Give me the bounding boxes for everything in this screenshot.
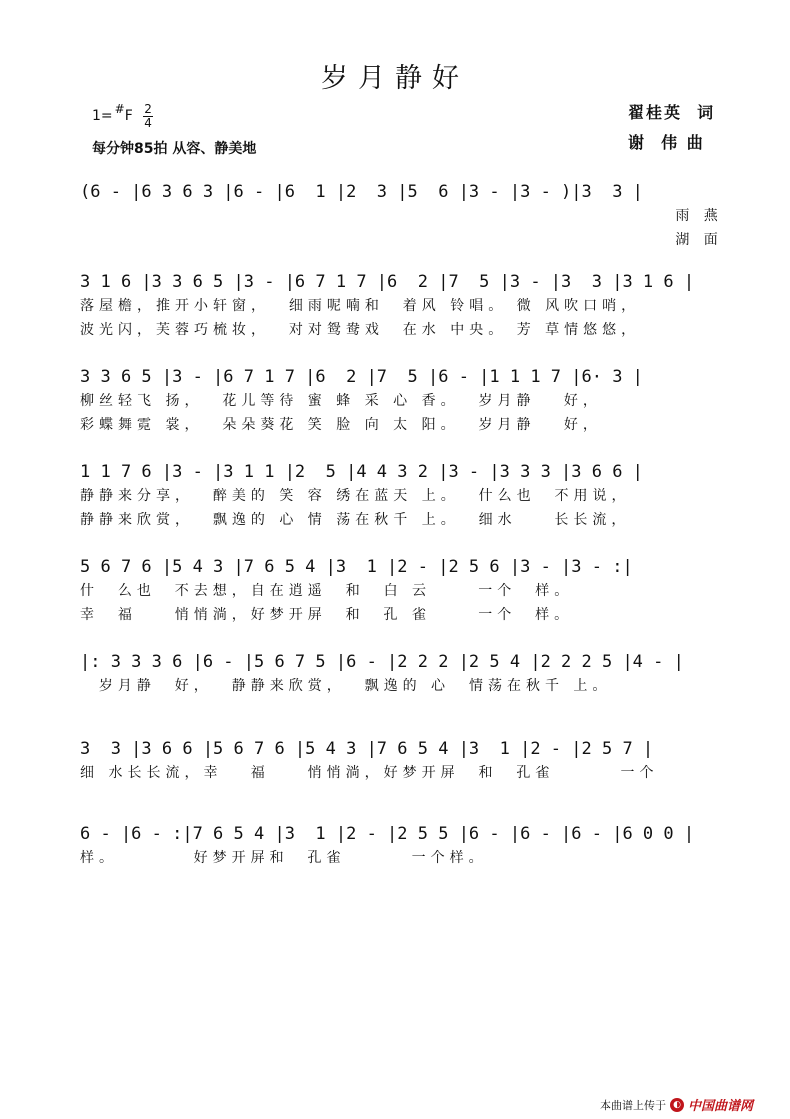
notes-line-8: 6 - |6 - :|7 6 5 4 |3 1 |2 - |2 5 5 |6 - |6 - |6 - |6 0 0 | [80,824,695,844]
time-bottom: 4 [144,115,152,130]
time-top: 2 [144,101,152,116]
notes-line-6: |: 3 3 3 6 |6 - |5 6 7 5 |6 - |2 2 2 |2 5 4 |2 2 2 5 |4 - | [80,652,684,672]
score-line-8 [80,822,740,870]
lyrics-5-verse-2: 幸 福 悄悄淌，好梦开屏 和 孔 雀 一个 样。 [80,607,574,623]
notes-line-7: 3 3 |3 6 6 |5 6 7 6 |5 4 3 |7 6 5 4 |3 1 |2 - |2 5 7 | [80,739,654,759]
lyrics-7-verse-1: 细 水长长流，幸 福 悄悄淌，好梦开屏 和 孔雀 一个 [80,765,659,781]
lyrics-3-verse-2: 彩蝶舞霓 裳， 朵朵葵花 笑 脸 向 太 阳。 岁月静 好， [80,417,602,433]
sharp-sign: # [114,102,125,116]
song-title: 岁月静好 [321,63,469,94]
notes-line-4: 1 1 7 6 |3 - |3 1 1 |2 5 |4 4 3 2 |3 - |3 3 3 |3 6 6 | [80,462,643,482]
lyrics-8-verse-1: 样。 好梦开屏和 孔雀 一个样。 [80,850,488,866]
score-line-5 [80,555,740,627]
lyrics-1-verse-2: 湖 面 [80,232,723,248]
tempo-marking: 每分钟85拍 从容、静美地 [92,141,257,157]
lyrics-6-verse-1: 岁月静 好， 静静来欣赏， 飘逸的 心 情荡在秋千 上。 [80,678,612,694]
lyrics-5-verse-1: 什 么也 不去想，自在逍遥 和 白 云 一个 样。 [80,583,574,599]
site-logo-icon: ◐ [670,1098,684,1112]
lyrics-4-verse-2: 静静来欣赏， 飘逸的 心 情 荡在秋千 上。 细水 长长流， [80,512,631,528]
lyrics-1-verse-1: 雨 燕 [80,208,723,224]
score-line-1 [80,180,740,252]
lyrics-2-verse-1: 落屋檐，推开小轩窗， 细雨呢喃和 着风 铃唱。 微 风吹口哨， [80,298,641,314]
footer [600,1095,753,1114]
key-tonic: F [124,108,133,124]
lyrics-3-verse-1: 柳丝轻飞 扬， 花儿等待 蜜 蜂 采 心 香。 岁月静 好， [80,393,602,409]
score-line-2 [80,270,740,342]
notes-line-3: 3 3 6 5 |3 - |6 7 1 7 |6 2 |7 5 |6 - |1 1 1 7 |6· 3 | [80,367,643,387]
key-prefix: 1= [92,108,113,124]
score-line-7 [80,737,740,785]
time-signature [143,103,153,130]
key-signature [92,102,153,130]
notes-line-5: 5 6 7 6 |5 4 3 |7 6 5 4 |3 1 |2 - |2 5 6 |3 - |3 - :| [80,557,633,577]
notes-line-1: (6 - |6 3 6 3 |6 - |6 1 |2 3 |5 6 |3 - |3 - )|3 3 | [80,182,643,202]
credits [628,98,715,158]
score-line-6 [80,650,740,698]
footer-text: 本曲谱上传于 [600,1098,666,1112]
lyrics-2-verse-2: 波光闪，芙蓉巧梳妆， 对对鸳鸯戏 在水 中央。 芳 草情悠悠， [80,322,641,338]
site-logo-text: 中国曲谱网 [688,1099,754,1114]
score-line-4 [80,460,740,532]
score-line-3 [80,365,740,437]
lyricist-credit: 翟桂英 词 [628,103,716,122]
notes-line-2: 3 1 6 |3 3 6 5 |3 - |6 7 1 7 |6 2 |7 5 |3 - |3 3 |3 1 6 | [80,272,695,292]
lyrics-4-verse-1: 静静来分享， 醉美的 笑 容 绣在蓝天 上。 什么也 不用说， [80,488,631,504]
composer-credit: 谢 伟 曲 [628,133,705,152]
